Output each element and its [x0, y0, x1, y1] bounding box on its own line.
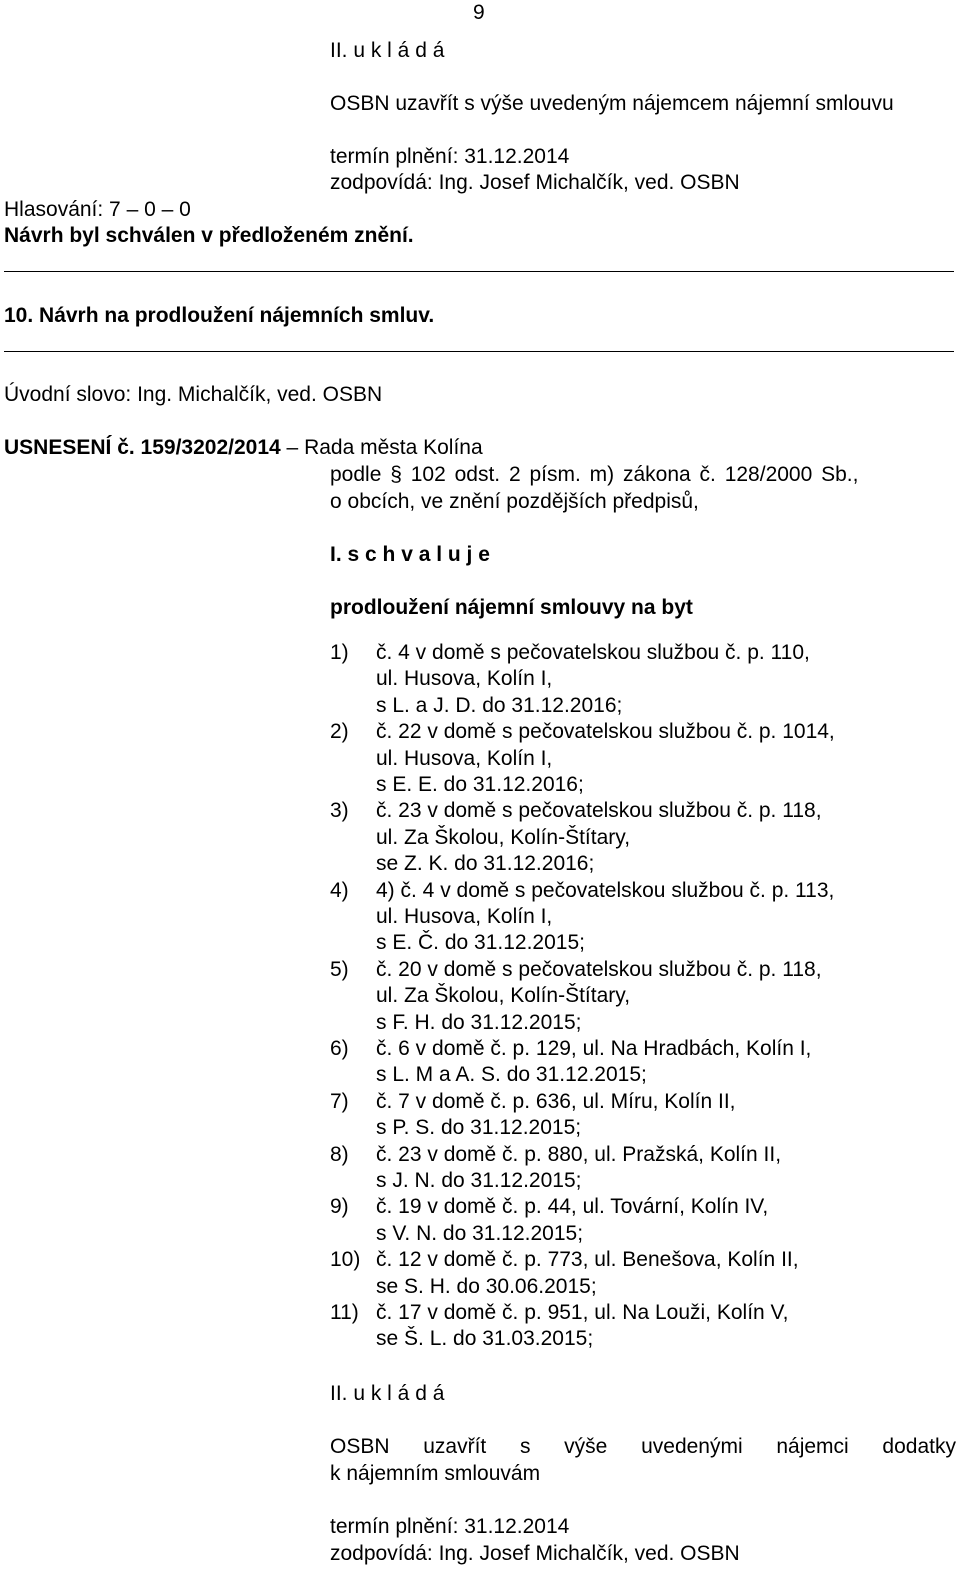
- list-item-number: 6): [330, 1037, 349, 1060]
- legal-basis-line-2: o obcích, ve znění pozdějších předpisů,: [330, 490, 699, 513]
- usneseni-label: USNESENÍ č. 159/3202/2014: [4, 436, 281, 459]
- list-item-text: se Š. L. do 31.03.2015;: [376, 1327, 594, 1351]
- uklada-heading-bottom: II. u k l á d á: [330, 1382, 445, 1405]
- list-item-number: 4): [330, 878, 349, 902]
- list-item-text: ul. Za Školou, Kolín-Štítary,: [376, 984, 631, 1008]
- list-item-text: s L. M a A. S. do 31.12.2015;: [376, 1063, 647, 1087]
- dash-separator: –: [286, 436, 299, 459]
- list-item-text: 4) č. 4 v domě s pečovatelskou službou č. p. 113,: [376, 878, 835, 902]
- list-item-text: č. 6 v domě č. p. 129, ul. Na Hradbách, Kolín I,: [376, 1037, 812, 1060]
- list-item-text: č. 12 v domě č. p. 773, ul. Benešova, Kolín II,: [376, 1248, 799, 1272]
- list-item-text: s E. Č. do 31.12.2015;: [376, 931, 585, 955]
- item-heading: 10. Návrh na prodloužení nájemních smluv.: [4, 304, 435, 327]
- list-item-text: ul. Husova, Kolín I,: [376, 905, 553, 928]
- responsible-text: zodpovídá: Ing. Josef Michalčík, ved. OSBN: [330, 171, 740, 194]
- list-item-number: 11): [330, 1301, 359, 1324]
- list-item-number: 1): [330, 641, 349, 664]
- task-text: OSBN uzavřít s výše uvedeným nájemcem nájemní smlouvu: [330, 92, 894, 115]
- list-item-number: 8): [330, 1142, 349, 1166]
- intro-text: Úvodní slovo: Ing. Michalčík, ved. OSBN: [4, 383, 383, 406]
- list-item-text: ul. Husova, Kolín I,: [376, 746, 553, 770]
- result-text: Návrh byl schválen v předloženém znění.: [4, 224, 414, 247]
- list-item-text: č. 23 v domě s pečovatelskou službou č. p. 118,: [376, 799, 822, 823]
- list-item-text: č. 19 v domě č. p. 44, ul. Tovární, Kolín IV,: [376, 1195, 769, 1219]
- list-item-text: ul. Za Školou, Kolín-Štítary,: [376, 825, 631, 849]
- uklada-heading: II. u k l á d á: [330, 39, 445, 62]
- body-name: Rada města Kolína: [304, 436, 483, 459]
- deadline-text: termín plnění: 31.12.2014: [330, 145, 570, 168]
- schvaluje-heading: I. s c h v a l u j e: [330, 543, 490, 566]
- list-item-text: č. 22 v domě s pečovatelskou službou č. p. 1014,: [376, 720, 835, 744]
- list-item-text: s J. N. do 31.12.2015;: [376, 1169, 582, 1192]
- list-item-text: s P. S. do 31.12.2015;: [376, 1116, 582, 1140]
- list-item-text: č. 4 v domě s pečovatelskou službou č. p. 110,: [376, 641, 810, 664]
- list-item-text: s F. H. do 31.12.2015;: [376, 1010, 582, 1034]
- divider-bottom: [4, 351, 954, 352]
- schvaluje-subject: prodloužení nájemní smlouvy na byt: [330, 596, 693, 619]
- bottom-task-line-1: OSBN uzavřít s výše uvedenými nájemci dodatky: [330, 1435, 956, 1458]
- list-item-text: č. 7 v domě č. p. 636, ul. Míru, Kolín II,: [376, 1089, 736, 1113]
- vote-text: Hlasování: 7 – 0 – 0: [4, 198, 191, 221]
- list-item-text: se Z. K. do 31.12.2016;: [376, 852, 595, 876]
- list-item-number: 2): [330, 720, 349, 744]
- list-item-text: ul. Husova, Kolín I,: [376, 667, 553, 691]
- bottom-task-line-2: k nájemním smlouvám: [330, 1462, 541, 1485]
- usneseni-line: [4, 435, 483, 461]
- list-item-text: s V. N. do 31.12.2015;: [376, 1221, 584, 1245]
- page-number: 9: [473, 1, 485, 24]
- list-item-number: 3): [330, 799, 349, 823]
- list-item-number: 5): [330, 957, 349, 981]
- list-item-text: s L. a J. D. do 31.12.2016;: [376, 693, 623, 717]
- list-item-text: č. 17 v domě č. p. 951, ul. Na Louži, Kolín V,: [376, 1301, 789, 1324]
- list-item-text: se S. H. do 30.06.2015;: [376, 1274, 597, 1298]
- bottom-deadline: termín plnění: 31.12.2014: [330, 1515, 570, 1538]
- list-item-text: č. 23 v domě č. p. 880, ul. Pražská, Kolín II,: [376, 1142, 782, 1166]
- list-item-number: 7): [330, 1089, 349, 1113]
- legal-basis-line-1: podle § 102 odst. 2 písm. m) zákona č. 128/2000 Sb.,: [330, 463, 859, 486]
- list-item-number: 10): [330, 1248, 361, 1272]
- bottom-responsible: zodpovídá: Ing. Josef Michalčík, ved. OSBN: [330, 1542, 740, 1565]
- list-item-text: s E. E. do 31.12.2016;: [376, 773, 584, 796]
- list-item-number: 9): [330, 1195, 349, 1219]
- list-item-text: č. 20 v domě s pečovatelskou službou č. p. 118,: [376, 957, 822, 981]
- divider-top: [4, 271, 954, 272]
